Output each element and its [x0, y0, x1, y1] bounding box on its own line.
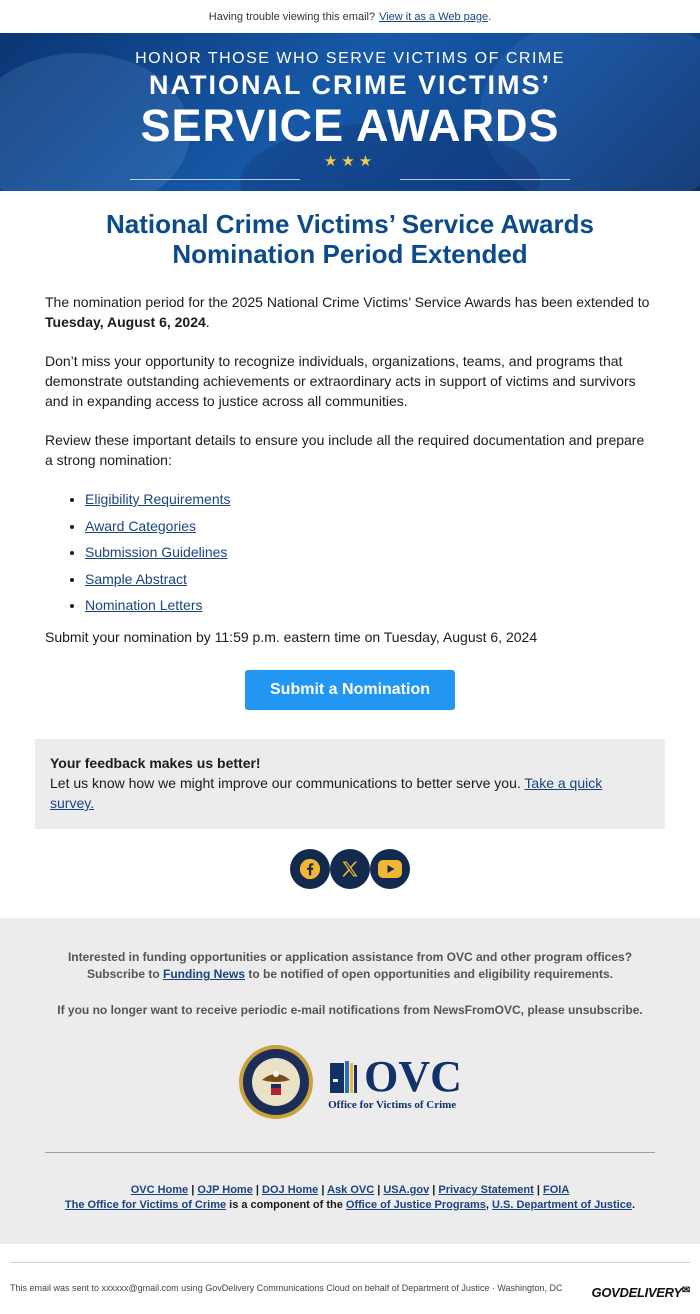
feedback-box: [35, 739, 665, 829]
deadline-paragraph: Submit your nomination by 11:59 p.m. eastern time on Tuesday, August 6, 2024: [45, 629, 538, 645]
banner-title-line2: SERVICE AWARDS: [140, 100, 560, 151]
details-link-list: [45, 489, 655, 615]
banner-title-line1: NATIONAL CRIME VICTIMS’: [149, 70, 551, 100]
feedback-title: Your feedback makes us better!: [50, 755, 261, 771]
unsubscribe-text: If you no longer want to receive periodic e-mail notifications from NewsFromOVC, please unsubscribe.: [57, 1003, 643, 1017]
youtube-icon[interactable]: [370, 849, 410, 889]
details-paragraph: Review these important details to ensure you include all the required documentation and prepare a strong nomination:: [45, 432, 645, 468]
survey-link[interactable]: Take a quick survey.: [50, 775, 603, 811]
social-links: [0, 849, 700, 889]
privacy-statement-link[interactable]: Privacy Statement: [438, 1184, 534, 1196]
email-body: [0, 292, 700, 647]
list-item: [85, 489, 655, 509]
intro-paragraph: The nomination period for the 2025 National Crime Victims’ Service Awards has been extended to Tuesday, August 6, 2024.: [45, 294, 650, 330]
facebook-icon[interactable]: [290, 849, 330, 889]
ojp-home-link[interactable]: OJP Home: [197, 1184, 253, 1196]
foia-link[interactable]: FOIA: [543, 1184, 570, 1196]
cta-wrapper: [0, 670, 700, 710]
ovc-logo-text: OVC: [364, 1051, 462, 1101]
banner-rule-right: [400, 179, 570, 180]
banner-rule-left: [130, 179, 300, 180]
ask-ovc-link[interactable]: Ask OVC: [327, 1184, 375, 1196]
extended-date: Tuesday, August 6, 2024: [45, 314, 206, 330]
eligibility-link[interactable]: Eligibility Requirements: [85, 491, 231, 507]
title-line1: National Crime Victims’ Service Awards: [106, 209, 594, 239]
govdelivery-logo: GOVDELIVERY✉: [591, 1285, 690, 1300]
doj-link[interactable]: U.S. Department of Justice: [492, 1199, 633, 1211]
footer-divider: [45, 1152, 655, 1153]
sent-text: This email was sent to xxxxxx@gmail.com using GovDelivery Communications Cloud on behalf of Department of Justice · Washington, DC: [10, 1283, 563, 1293]
submission-guidelines-link[interactable]: Submission Guidelines: [85, 544, 228, 560]
banner-stars: ★★★: [323, 153, 377, 170]
doj-seal-icon: [238, 1044, 314, 1123]
funding-info: Interested in funding opportunities or application assistance from OVC and other program offices? Subscribe to Funding News to be notified of open opportunities and eligibility requirements.: [67, 950, 633, 981]
submit-nomination-button[interactable]: Submit a Nomination: [245, 670, 455, 710]
footer-nav: OVC Home | OJP Home | DOJ Home | Ask OVC | USA.gov | Privacy Statement | FOIA The Office for Victims of Crime is a component of the Office of Justice Programs, U.S. Department of Justice.: [64, 1184, 636, 1211]
trouble-text: Having trouble viewing this email?: [208, 10, 376, 23]
opportunity-paragraph: Don’t miss your opportunity to recognize individuals, organizations, teams, and programs that demonstrate outstanding achievements or extraordinary acts in support of victims and survivors and in expanding access to justice across all communities.: [45, 353, 636, 409]
banner-tagline: HONOR THOSE WHO SERVE VICTIMS OF CRIME: [135, 50, 565, 67]
ovc-link[interactable]: The Office for Victims of Crime: [64, 1199, 227, 1211]
ovc-logo: [328, 1051, 462, 1111]
email-footer: [0, 918, 700, 1244]
awards-banner: [0, 33, 700, 191]
period: .: [488, 10, 492, 23]
title-line2: Nomination Period Extended: [172, 239, 528, 269]
logos-row: [0, 1044, 700, 1123]
usa-gov-link[interactable]: USA.gov: [383, 1184, 430, 1196]
ovc-logo-subtitle: Office for Victims of Crime: [328, 1098, 457, 1111]
award-categories-link[interactable]: Award Categories: [85, 517, 197, 534]
sent-by-bar: [10, 1262, 690, 1300]
doj-home-link[interactable]: DOJ Home: [262, 1184, 319, 1196]
ovc-home-link[interactable]: OVC Home: [130, 1184, 189, 1196]
view-web-page-link[interactable]: View it as a Web page: [379, 10, 489, 23]
page-title: [0, 209, 700, 269]
ojp-link[interactable]: Office of Justice Programs: [345, 1199, 486, 1211]
list-item: [85, 542, 655, 562]
funding-news-link[interactable]: Funding News: [163, 967, 245, 981]
nomination-letters-link[interactable]: Nomination Letters: [85, 597, 203, 613]
list-item: [85, 569, 655, 589]
envelope-icon: ✉: [681, 1285, 690, 1296]
list-item: [85, 516, 655, 536]
x-icon[interactable]: [330, 849, 370, 889]
sample-abstract-link[interactable]: Sample Abstract: [85, 570, 187, 587]
list-item: [85, 595, 655, 615]
view-online-bar: [0, 0, 700, 33]
feedback-text: Let us know how we might improve our communications to better serve you.: [50, 775, 521, 791]
